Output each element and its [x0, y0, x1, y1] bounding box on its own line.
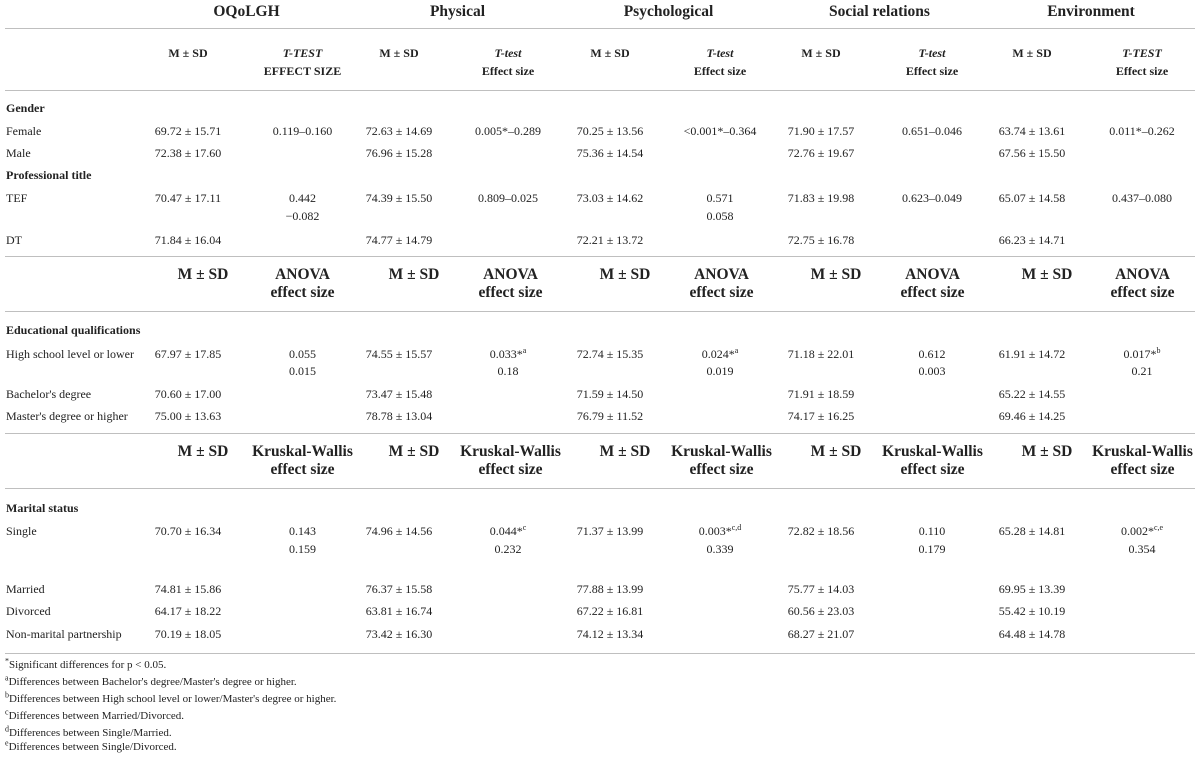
- row-label: Bachelor's degree: [6, 387, 92, 401]
- col-header-msd: M ± SD: [388, 266, 440, 283]
- cell-msd: 71.59 ± 14.50: [576, 387, 644, 401]
- group-rule: [776, 28, 983, 29]
- cell-msd: 65.07 ± 14.58: [998, 191, 1066, 205]
- col-header-effect: effect size: [689, 284, 754, 301]
- row-label: Single: [6, 524, 37, 538]
- row-label: TEF: [6, 191, 28, 205]
- cell-effect: 0.058: [706, 209, 734, 223]
- col-header-effect: effect size: [1110, 461, 1175, 478]
- col-header-effect: Effect size: [693, 64, 747, 78]
- cell-msd: 64.48 ± 14.78: [998, 627, 1066, 641]
- cell-msd: 69.95 ± 13.39: [998, 582, 1066, 596]
- rule: [5, 433, 1195, 434]
- row-label: Married: [6, 582, 45, 596]
- group-rule: [354, 28, 561, 29]
- cell-test: 0.024*$^a$: [701, 346, 739, 361]
- cell-test: 0.017*$^b$: [1123, 346, 1161, 361]
- cell-test: 0.003*$^{c,d}$: [698, 523, 742, 538]
- rule: [5, 311, 1195, 312]
- col-header-effect: effect size: [689, 461, 754, 478]
- group-header-social: Social relations: [829, 3, 930, 20]
- category-label: Marital status: [6, 501, 79, 515]
- col-header-anova: ANOVA: [1115, 266, 1170, 283]
- footnote: *Significant differences for p < 0.05.: [5, 656, 167, 671]
- cell-msd: 72.76 ± 19.67: [787, 146, 855, 160]
- cell-test: 0.011*–0.262: [1109, 124, 1175, 138]
- cell-effect: 0.354: [1128, 542, 1156, 556]
- col-header-msd: M ± SD: [388, 443, 440, 460]
- cell-msd: 72.21 ± 13.72: [576, 233, 644, 247]
- rule: [5, 488, 1195, 489]
- col-header-msd: M ± SD: [1012, 46, 1052, 60]
- col-header-msd: M ± SD: [599, 266, 651, 283]
- col-header-kruskal: Kruskal-Wallis: [460, 443, 561, 460]
- cell-effect: −0.082: [285, 209, 320, 223]
- cell-msd: 75.00 ± 13.63: [154, 409, 222, 423]
- col-header-test: T-test: [918, 46, 946, 60]
- col-header-anova: ANOVA: [275, 266, 330, 283]
- cell-effect: 0.159: [289, 542, 316, 556]
- row-label: High school level or lower: [6, 347, 134, 361]
- col-header-msd: M ± SD: [177, 443, 229, 460]
- cell-test: <0.001*–0.364: [683, 124, 757, 138]
- cell-test: 0.110: [918, 524, 946, 538]
- cell-test: 0.119–0.160: [272, 124, 333, 138]
- cell-effect: 0.019: [706, 364, 734, 378]
- cell-test: 0.442: [289, 191, 316, 205]
- col-header-effect: EFFECT SIZE: [263, 64, 342, 78]
- footnote: $^b$Differences between High school level or lower/Master's degree or higher.: [5, 690, 337, 705]
- cell-test: 0.005*–0.289: [475, 124, 541, 138]
- row-label: Female: [6, 124, 42, 138]
- col-header-msd: M ± SD: [168, 46, 208, 60]
- col-header-msd: M ± SD: [599, 443, 651, 460]
- col-header-msd: M ± SD: [1021, 443, 1073, 460]
- cell-msd: 61.91 ± 14.72: [998, 347, 1066, 361]
- cell-test: 0.571: [706, 191, 734, 205]
- cell-msd: 76.79 ± 11.52: [576, 409, 644, 423]
- cell-msd: 70.25 ± 13.56: [576, 124, 644, 138]
- footnote: $^e$Differences between Single/Divorced.: [5, 738, 177, 753]
- cell-msd: 63.74 ± 13.61: [998, 124, 1066, 138]
- category-label: Professional title: [6, 168, 92, 182]
- rule: [5, 653, 1195, 654]
- cell-msd: 65.22 ± 14.55: [998, 387, 1066, 401]
- cell-msd: 69.46 ± 14.25: [998, 409, 1066, 423]
- col-header-effect: Effect size: [1115, 64, 1169, 78]
- cell-msd: 67.22 ± 16.81: [576, 604, 644, 618]
- cell-msd: 78.78 ± 13.04: [365, 409, 433, 423]
- cell-msd: 60.56 ± 23.03: [787, 604, 855, 618]
- row-label: Male: [6, 146, 31, 160]
- cell-msd: 76.37 ± 15.58: [365, 582, 433, 596]
- cell-test: 0.143: [289, 524, 316, 538]
- col-header-effect: Effect size: [905, 64, 959, 78]
- cell-msd: 70.19 ± 18.05: [154, 627, 222, 641]
- category-label: Gender: [6, 101, 45, 115]
- group-header-physical: Physical: [429, 3, 486, 20]
- cell-msd: 72.38 ± 17.60: [154, 146, 222, 160]
- cell-msd: 74.39 ± 15.50: [365, 191, 433, 205]
- cell-msd: 71.91 ± 18.59: [787, 387, 855, 401]
- cell-msd: 69.72 ± 15.71: [154, 124, 222, 138]
- cell-msd: 71.37 ± 13.99: [576, 524, 644, 538]
- cell-msd: 63.81 ± 16.74: [365, 604, 433, 618]
- group-rule: [565, 28, 772, 29]
- col-header-test: T-TEST: [1122, 46, 1162, 60]
- cell-msd: 55.42 ± 10.19: [998, 604, 1066, 618]
- row-label: DT: [6, 233, 22, 247]
- cell-msd: 74.96 ± 14.56: [365, 524, 433, 538]
- col-header-anova: ANOVA: [483, 266, 538, 283]
- cell-msd: 72.75 ± 16.78: [787, 233, 855, 247]
- cell-msd: 71.84 ± 16.04: [154, 233, 222, 247]
- col-header-effect: effect size: [900, 461, 965, 478]
- cell-test: 0.623–0.049: [902, 191, 962, 205]
- cell-test: 0.044*$^c$: [489, 523, 527, 538]
- cell-effect: 0.179: [918, 542, 946, 556]
- cell-effect: 0.015: [289, 364, 316, 378]
- cell-msd: 70.70 ± 16.34: [154, 524, 222, 538]
- col-header-test: T-test: [706, 46, 734, 60]
- group-header-oqolgh: OQoLGH: [213, 3, 280, 20]
- col-header-anova: ANOVA: [694, 266, 749, 283]
- col-header-msd: M ± SD: [590, 46, 630, 60]
- cell-effect: 0.339: [706, 542, 734, 556]
- cell-test: 0.809–0.025: [478, 191, 538, 205]
- cell-test: 0.033*$^a$: [489, 346, 527, 361]
- cell-msd: 74.55 ± 15.57: [365, 347, 433, 361]
- group-header-psychological: Psychological: [623, 3, 714, 20]
- cell-msd: 74.81 ± 15.86: [154, 582, 222, 596]
- col-header-effect: effect size: [478, 461, 543, 478]
- footnote: $^c$Differences between Married/Divorced.: [5, 707, 184, 722]
- cell-msd: 72.82 ± 18.56: [787, 524, 855, 538]
- cell-msd: 65.28 ± 14.81: [998, 524, 1066, 538]
- cell-msd: 64.17 ± 18.22: [154, 604, 222, 618]
- footnote-mark: b: [1156, 346, 1161, 355]
- cell-test: 0.055: [289, 347, 316, 361]
- row-label: Master's degree or higher: [6, 409, 128, 423]
- col-header-msd: M ± SD: [177, 266, 229, 283]
- cell-msd: 72.63 ± 14.69: [365, 124, 433, 138]
- cell-msd: 77.88 ± 13.99: [576, 582, 644, 596]
- rule: [5, 256, 1195, 257]
- col-header-msd: M ± SD: [379, 46, 419, 60]
- cell-msd: 71.83 ± 19.98: [787, 191, 855, 205]
- footnote-mark: c: [522, 523, 527, 532]
- col-header-kruskal: Kruskal-Wallis: [1092, 443, 1193, 460]
- cell-test: 0.651–0.046: [902, 124, 962, 138]
- cell-msd: 67.97 ± 17.85: [154, 347, 222, 361]
- col-header-effect: effect size: [478, 284, 543, 301]
- group-rule: [987, 28, 1195, 29]
- cell-msd: 70.60 ± 17.00: [154, 387, 222, 401]
- cell-msd: 72.74 ± 15.35: [576, 347, 644, 361]
- col-header-msd: M ± SD: [810, 443, 862, 460]
- footnote-mark: a: [522, 346, 527, 355]
- col-header-kruskal: Kruskal-Wallis: [882, 443, 983, 460]
- footnote: $^a$Differences between Bachelor's degree/Master's degree or higher.: [5, 673, 297, 688]
- cell-msd: 70.47 ± 17.11: [154, 191, 222, 205]
- cell-test: 0.612: [918, 347, 946, 361]
- cell-msd: 73.47 ± 15.48: [365, 387, 433, 401]
- col-header-msd: M ± SD: [801, 46, 841, 60]
- col-header-msd: M ± SD: [1021, 266, 1073, 283]
- footnote: $^d$Differences between Single/Married.: [5, 724, 172, 739]
- col-header-effect: effect size: [1110, 284, 1175, 301]
- col-header-anova: ANOVA: [905, 266, 960, 283]
- col-header-kruskal: Kruskal-Wallis: [252, 443, 353, 460]
- cell-effect: 0.21: [1131, 364, 1153, 378]
- row-label: Non-marital partnership: [6, 627, 122, 641]
- cell-effect: 0.18: [497, 364, 519, 378]
- category-label: Educational qualifications: [6, 323, 141, 337]
- cell-msd: 71.90 ± 17.57: [787, 124, 855, 138]
- cell-msd: 76.96 ± 15.28: [365, 146, 433, 160]
- cell-msd: 71.18 ± 22.01: [787, 347, 855, 361]
- col-header-msd: M ± SD: [810, 266, 862, 283]
- row-label: Divorced: [6, 604, 51, 618]
- cell-msd: 73.42 ± 16.30: [365, 627, 433, 641]
- group-header-environment: Environment: [1047, 3, 1135, 20]
- cell-msd: 66.23 ± 14.71: [998, 233, 1066, 247]
- cell-msd: 75.36 ± 14.54: [576, 146, 644, 160]
- cell-msd: 75.77 ± 14.03: [787, 582, 855, 596]
- cell-test: 0.002*$^{c,e}$: [1120, 523, 1164, 538]
- col-header-effect: effect size: [270, 284, 335, 301]
- cell-msd: 74.77 ± 14.79: [365, 233, 433, 247]
- footnote-mark: a: [734, 346, 739, 355]
- rule: [5, 90, 1195, 91]
- cell-msd: 74.17 ± 16.25: [787, 409, 855, 423]
- cell-msd: 73.03 ± 14.62: [576, 191, 644, 205]
- cell-msd: 74.12 ± 13.34: [576, 627, 644, 641]
- cell-effect: 0.003: [918, 364, 946, 378]
- footnote-mark: c,d: [731, 523, 742, 532]
- col-header-effect: effect size: [270, 461, 335, 478]
- footnote-mark: c,e: [1153, 523, 1164, 532]
- col-header-test: T-test: [494, 46, 522, 60]
- cell-test: 0.437–0.080: [1112, 191, 1172, 205]
- col-header-test: T-TEST: [282, 46, 323, 60]
- cell-msd: 68.27 ± 21.07: [787, 627, 855, 641]
- cell-effect: 0.232: [494, 542, 522, 556]
- group-rule: [143, 28, 350, 29]
- col-header-kruskal: Kruskal-Wallis: [671, 443, 772, 460]
- col-header-effect: effect size: [900, 284, 965, 301]
- cell-msd: 67.56 ± 15.50: [998, 146, 1066, 160]
- col-header-effect: Effect size: [481, 64, 535, 78]
